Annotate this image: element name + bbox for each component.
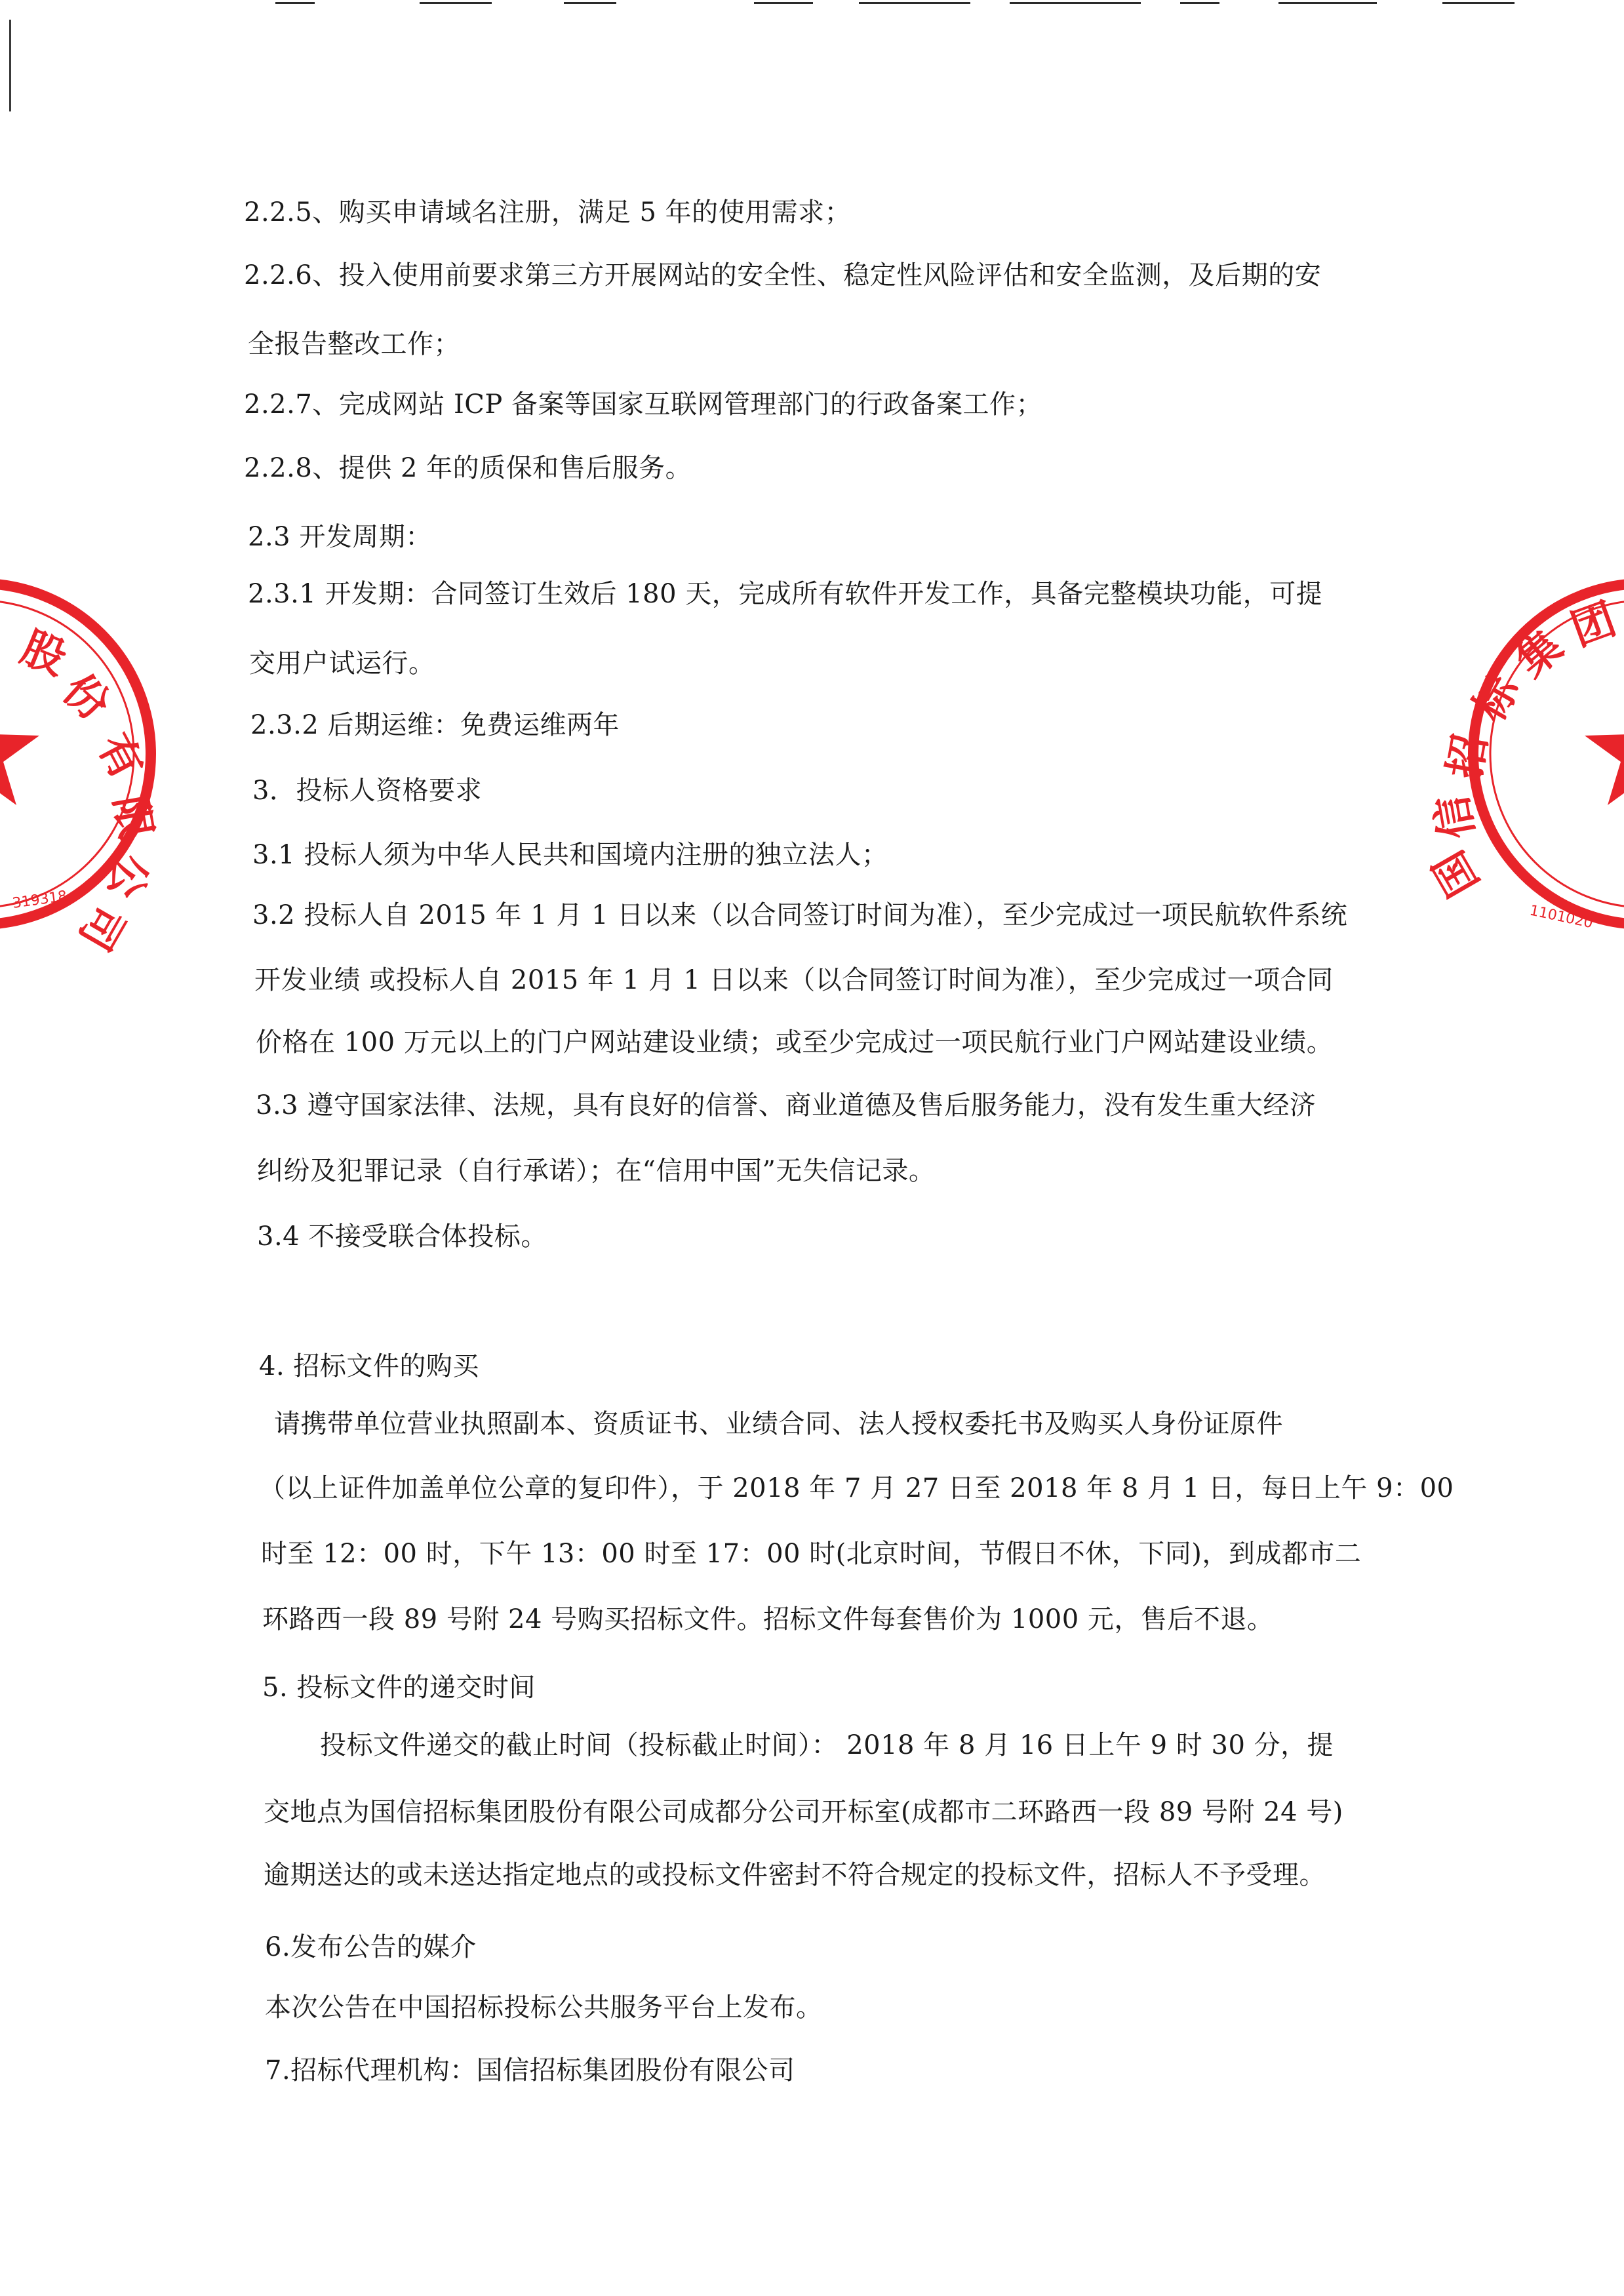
text-line: （以上证件加盖单位公章的复印件），于 2018 年 7 月 27 日至 2018 年 8 月 1 日，每日上午 9：00	[259, 1473, 1454, 1503]
seal-char: 集	[1506, 620, 1572, 687]
text-line: 2.2.6、投入使用前要求第三方开展网站的安全性、稳定性风险评估和安全监测，及后期的安	[244, 260, 1322, 290]
seal-char: 限	[104, 791, 163, 843]
text-line: 请携带单位营业执照副本、资质证书、业绩合同、法人授权委托书及购买人身份证原件	[274, 1409, 1283, 1439]
seal-code: 1101020	[1528, 902, 1594, 932]
text-line: 投标文件递交的截止时间（投标截止时间）： 2018 年 8 月 16 日上午 9 时 30 分，提	[320, 1730, 1334, 1760]
text-line: 2.2.8、提供 2 年的质保和售后服务。	[244, 453, 692, 483]
seal-char: 股	[14, 621, 74, 685]
left-company-seal	[0, 577, 170, 960]
text-line: 逾期送达的或未送达指定地点的或投标文件密封不符合规定的投标文件，招标人不予受理。	[264, 1860, 1326, 1890]
right-company-seal	[1423, 577, 1624, 932]
seal-char: 信	[1425, 791, 1484, 843]
text-line: 2.2.7、完成网站 ICP 备案等国家互联网管理部门的行政备案工作；	[244, 389, 1043, 420]
scan-artifact-left	[9, 20, 11, 111]
seal-star-icon	[1585, 692, 1624, 805]
text-line: 开发业绩 或投标人自 2015 年 1 月 1 日以来（以合同签订时间为准），至少完成过一项合同	[254, 965, 1334, 995]
text-line: 3.1 投标人须为中华人民共和国境内注册的独立法人；	[252, 840, 888, 870]
text-line: 3.3 遵守国家法律、法规，具有良好的信誉、商业道德及售后服务能力，没有发生重大经济	[256, 1090, 1317, 1120]
text-line: 全报告整改工作；	[248, 329, 460, 359]
seal-char: 国	[1423, 842, 1489, 905]
text-line: 价格在 100 万元以上的门户网站建设业绩；或至少完成过一项民航行业门户网站建设业绩。	[256, 1027, 1334, 1058]
text-line: 2.2.5、购买申请域名注册，满足 5 年的使用需求；	[244, 197, 852, 228]
text-line: 2.3.2 后期运维：免费运维两年	[250, 710, 620, 740]
seal-char: 团	[1564, 593, 1623, 656]
section-heading: 3．投标人资格要求	[252, 776, 482, 806]
text-line: 3.4 不接受联合体投标。	[257, 1221, 547, 1252]
section-heading: 2.3 开发周期：	[248, 522, 432, 552]
text-line: 交用户试运行。	[249, 648, 435, 679]
section-heading: 6.发布公告的媒介	[265, 1932, 477, 1962]
seal-char: 有	[87, 724, 153, 787]
seal-char: 标	[1463, 666, 1529, 730]
section-heading: 5. 投标文件的递交时间	[262, 1673, 536, 1703]
seal-char: 司	[69, 896, 135, 960]
section-heading: 4. 招标文件的购买	[259, 1351, 479, 1381]
seal-char: 公	[98, 850, 157, 902]
seal-char: 份	[53, 663, 120, 731]
text-line: 交地点为国信招标集团股份有限公司成都分公司开标室(成都市二环路西一段 89 号附 24 号)	[264, 1797, 1343, 1827]
seal-star-icon	[0, 692, 39, 805]
text-line: 本次公告在中国招标投标公共服务平台上发布。	[265, 1992, 823, 2023]
section-heading: 7.招标代理机构：国信招标集团股份有限公司	[265, 2055, 795, 2086]
seal-char: 招	[1438, 730, 1497, 782]
text-line: 2.3.1 开发期：合同签订生效后 180 天，完成所有软件开发工作，具备完整模块功能，可提	[248, 579, 1323, 609]
scan-artifact-top	[0, 0, 1624, 8]
seal-code: 319318	[11, 888, 69, 912]
text-line: 时至 12：00 时，下午 13：00 时至 17：00 时(北京时间，节假日不休，下同)，到成都市二	[261, 1539, 1362, 1569]
text-line: 环路西一段 89 号附 24 号购买招标文件。招标文件每套售价为 1000 元，售后不退。	[262, 1604, 1274, 1634]
text-line: 纠纷及犯罪记录（自行承诺）；在“信用中国”无失信记录。	[257, 1156, 936, 1186]
text-line: 3.2 投标人自 2015 年 1 月 1 日以来（以合同签订时间为准），至少完成过一项民航软件系统	[252, 900, 1348, 930]
